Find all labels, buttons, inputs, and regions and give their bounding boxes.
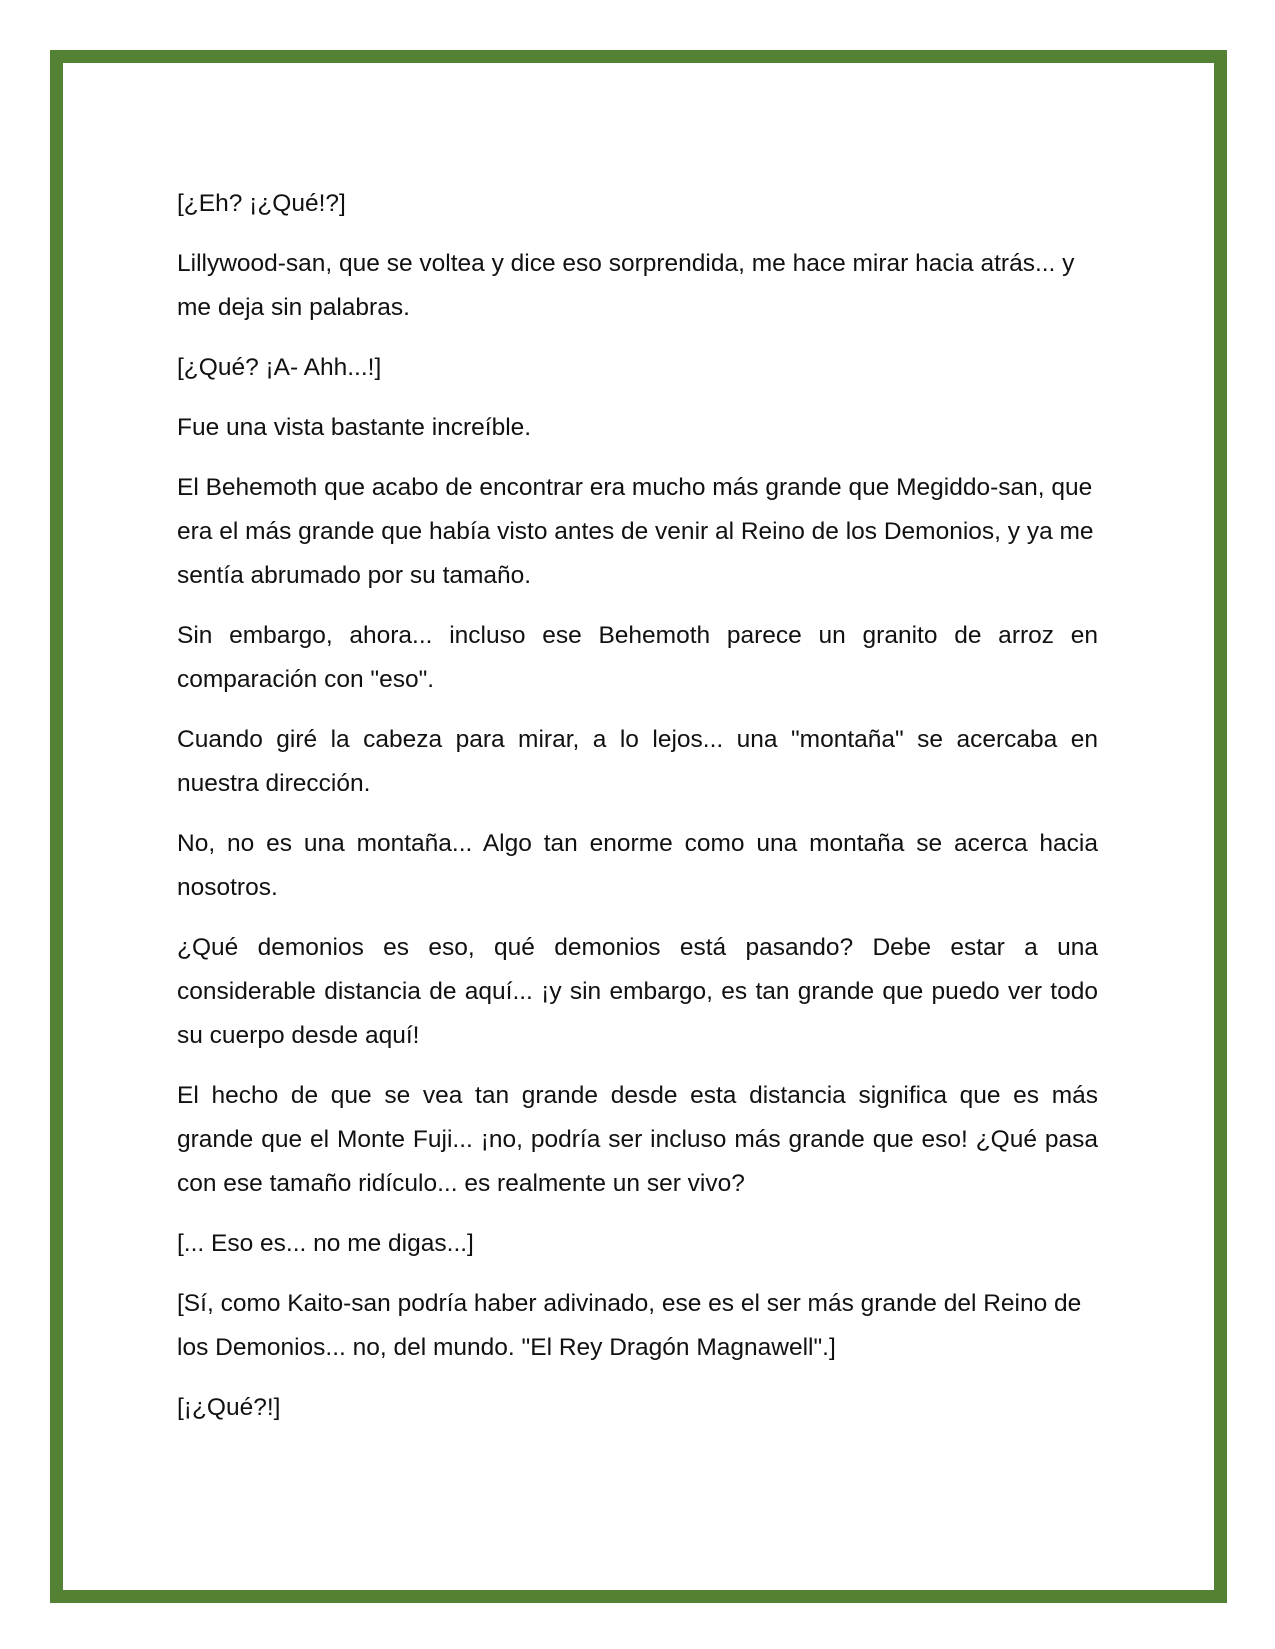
narration-paragraph: No, no es una montaña... Algo tan enorme como una montaña se acerca hacia nosotros. (177, 830, 1098, 901)
dialogue-line: [Sí, como Kaito-san podría haber adivinado, ese es el ser más grande del Reino de los Demonios... no, del mundo. "El Rey Dragón Magnawell".] (177, 1290, 1082, 1361)
narration-paragraph: ¿Qué demonios es eso, qué demonios está pasando? Debe estar a una considerable distancia de aquí... ¡y sin embargo, es tan grande que puedo ver todo su cuerpo desde aquí! (177, 934, 1098, 1049)
narration-paragraph: Cuando giré la cabeza para mirar, a lo lejos... una "montaña" se acercaba en nuestra dirección. (177, 726, 1098, 797)
dialogue-line: [¡¿Qué?!] (177, 1394, 281, 1421)
narration-paragraph: Lillywood-san, que se voltea y dice eso sorprendida, me hace mirar hacia atrás... y me deja sin palabras. (177, 250, 1075, 321)
dialogue-line: [¿Qué? ¡A- Ahh...!] (177, 354, 382, 381)
narration-paragraph: El Behemoth que acabo de encontrar era mucho más grande que Megiddo-san, que era el más grande que había visto antes de venir al Reino de los Demonios, y ya me sentía abrumado por su tamaño. (177, 474, 1094, 589)
dialogue-line: [... Eso es... no me digas...] (177, 1230, 474, 1257)
narration-paragraph: Fue una vista bastante increíble. (177, 414, 532, 441)
document-body (177, 182, 1098, 1446)
dialogue-line: [¿Eh? ¡¿Qué!?] (177, 190, 346, 217)
narration-paragraph: Sin embargo, ahora... incluso ese Behemoth parece un granito de arroz en comparación con "eso". (177, 622, 1098, 693)
narration-paragraph: El hecho de que se vea tan grande desde esta distancia significa que es más grande que el Monte Fuji... ¡no, podría ser incluso más grande que eso! ¿Qué pasa con ese tamaño ridículo... es realmente un ser vivo? (177, 1082, 1098, 1197)
